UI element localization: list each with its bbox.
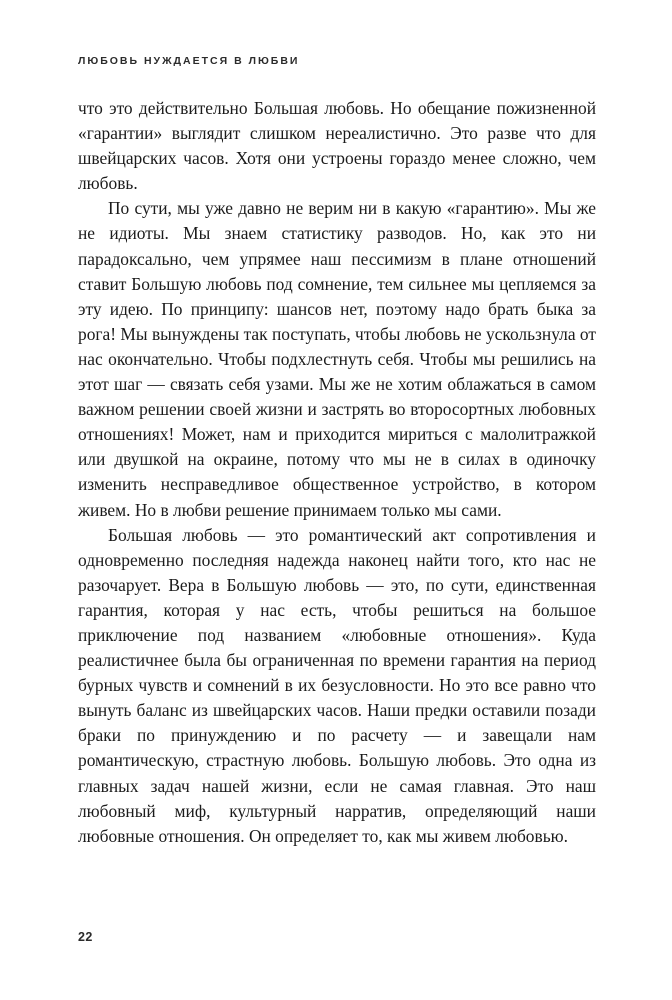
paragraph: По сути, мы уже давно не верим ни в какую «гарантию». Мы же не идиоты. Мы знаем статистику разводов. Но, как это ни парадоксально, чем упрямее наш пессимизм в плане отношений ставит Большую любовь под сомнение, тем сильнее мы цепляемся за эту идею. По принципу: шансов нет, поэтому надо брать быка за рога! Мы вынуждены так поступать, чтобы любовь не ускользнула от нас окончательно. Чтобы подхлестнуть себя. Чтобы мы решились на этот шаг — связать себя узами. Мы же не хотим облажаться в самом важном решении своей жизни и застрять во второсортных любовных отношениях! Может, нам и приходится мириться с малолитражкой или двушкой на окраине, потому что мы не в силах в одиночку изменить несправедливое общественное устройство, в котором живем. Но в любви решение принимаем только мы сами. [78, 198, 596, 520]
running-head: ЛЮБОВЬ НУЖДАЕТСЯ В ЛЮБВИ [78, 55, 300, 67]
body-text-block [78, 96, 596, 849]
paragraph: что это действительно Большая любовь. Но обещание пожизненной «гарантии» выглядит слишком нереалистично. Это разве что для швейцарских часов. Хотя они устроены гораздо менее сложно, чем любовь. [78, 98, 596, 194]
paragraph: Большая любовь — это романтический акт сопротивления и одновременно последняя надежда наконец найти того, кто нас не разочарует. Вера в Большую любовь — это, по сути, единственная гарантия, которая у нас есть, чтобы решиться на большое приключение под названием «любовные отношения». Куда реалистичнее была бы ограниченная по времени гарантия на период бурных чувств и сомнений в их безусловности. Но это все равно что вынуть баланс из швейцарских часов. Наши предки оставили позади браки по принуждению и по расчету — и завещали нам романтическую, страстную любовь. Большую любовь. Это одна из главных задач нашей жизни, если не самая главная. Это наш любовный миф, культурный нарратив, определяющий наши любовные отношения. Он определяет то, как мы живем любовью. [78, 524, 596, 846]
page-number: 22 [78, 930, 93, 944]
